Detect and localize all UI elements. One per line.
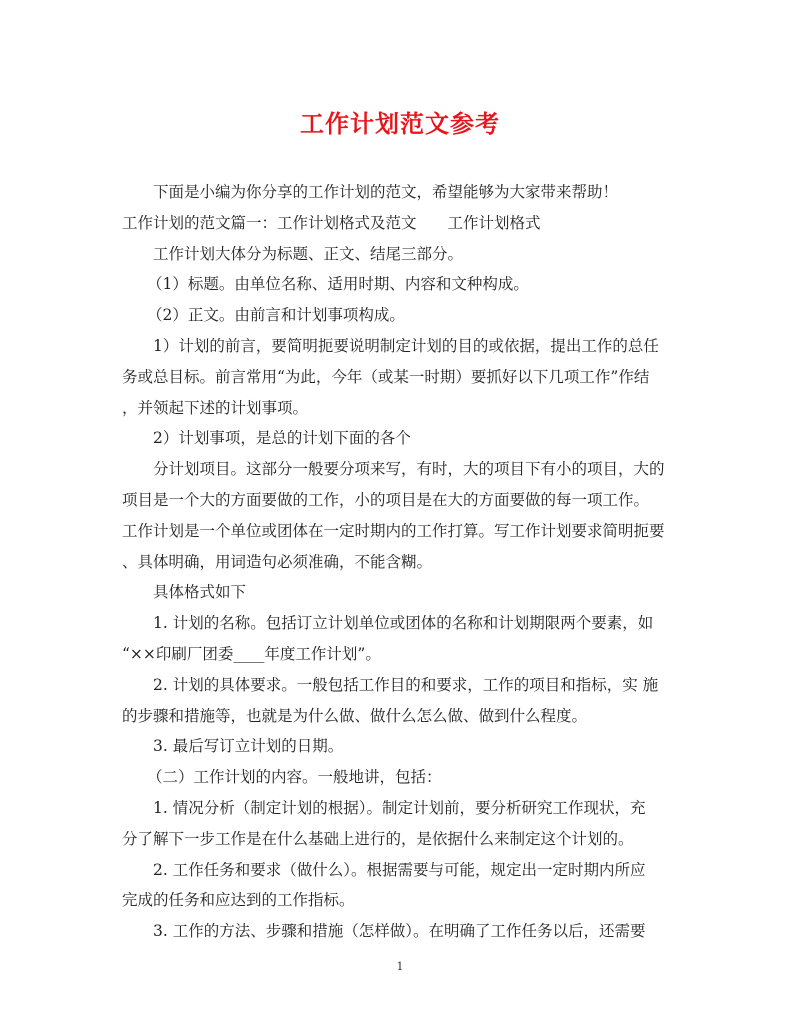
paragraph-line: 3. 最后写订立计划的日期。 bbox=[153, 737, 344, 756]
paragraph-line: 下面是小编为你分享的工作计划的范文，希望能够为大家带来帮助！ bbox=[153, 183, 619, 201]
paragraph-line: 1. 计划的名称。包括订立计划单位或团体的名称和计划期限两个要素，如 bbox=[153, 614, 654, 633]
document-title: 工作计划范文参考 bbox=[300, 109, 500, 138]
paragraph-line: ，并领起下述的计划事项。 bbox=[122, 398, 309, 417]
paragraph-line: 工作计划大体分为标题、正文、结尾三部分。 bbox=[153, 244, 464, 263]
paragraph-line: 2. 计划的具体要求。一般包括工作目的和要求，工作的项目和指标，实 施 bbox=[153, 675, 659, 694]
paragraph-line: 1）计划的前言，要简明扼要说明制定计划的目的或依据，提出工作的总任 bbox=[153, 336, 659, 355]
paragraph-line: （二）工作计划的内容。一般地讲，包括： bbox=[147, 768, 442, 787]
paragraph-line: 的步骤和措施等，也就是为什么做、做什么怎么做、做到什么程度。 bbox=[122, 706, 588, 725]
paragraph-line: 项目是一个大的方面要做的工作，小的项目是在大的方面要做的每一项工作。 bbox=[122, 490, 650, 509]
paragraph-line: 1. 情况分析（制定计划的根据）。制定计划前，要分析研究工作现状，充 bbox=[153, 798, 646, 817]
paragraph-line: （2）正文。由前言和计划事项构成。 bbox=[147, 306, 405, 325]
paragraph-line: 务或总目标。前言常用“为此，今年（或某一时期）要抓好以下几项工作”作结 bbox=[122, 367, 650, 386]
paragraph-line: 2. 工作任务和要求（做什么）。根据需要与可能，规定出一定时期内所应 bbox=[153, 860, 646, 879]
document-body bbox=[122, 177, 682, 947]
paragraph-line: 完成的任务和应达到的工作指标。 bbox=[122, 891, 355, 910]
paragraph-line: 工作计划是一个单位或团体在一定时期内的工作打算。写工作计划要求简明扼要 bbox=[122, 521, 665, 540]
page-number: 1 bbox=[396, 960, 404, 973]
paragraph-line: 具体格式如下 bbox=[153, 583, 247, 602]
paragraph-line: 分计划项目。这部分一般要分项来写，有时，大的项目下有小的项目，大的 bbox=[153, 460, 665, 479]
paragraph-line: 工作计划的范文篇一：工作计划格式及范文 工作计划格式 bbox=[122, 213, 541, 232]
paragraph-line: 、具体明确，用词造句必须准确，不能含糊。 bbox=[122, 552, 433, 571]
paragraph-line: “××印刷厂团委____年度工作计划”。 bbox=[122, 644, 381, 663]
paragraph-line: 3. 工作的方法、步骤和措施（怎样做）。在明确了工作任务以后，还需要 bbox=[153, 922, 646, 941]
paragraph-line: （1）标题。由单位名称、适用时期、内容和文种构成。 bbox=[147, 275, 529, 294]
paragraph-line: 2）计划事项，是总的计划下面的各个 bbox=[153, 429, 411, 448]
paragraph-line: 分了解下一步工作是在什么基础上进行的，是依据什么来制定这个计划的。 bbox=[122, 829, 634, 848]
